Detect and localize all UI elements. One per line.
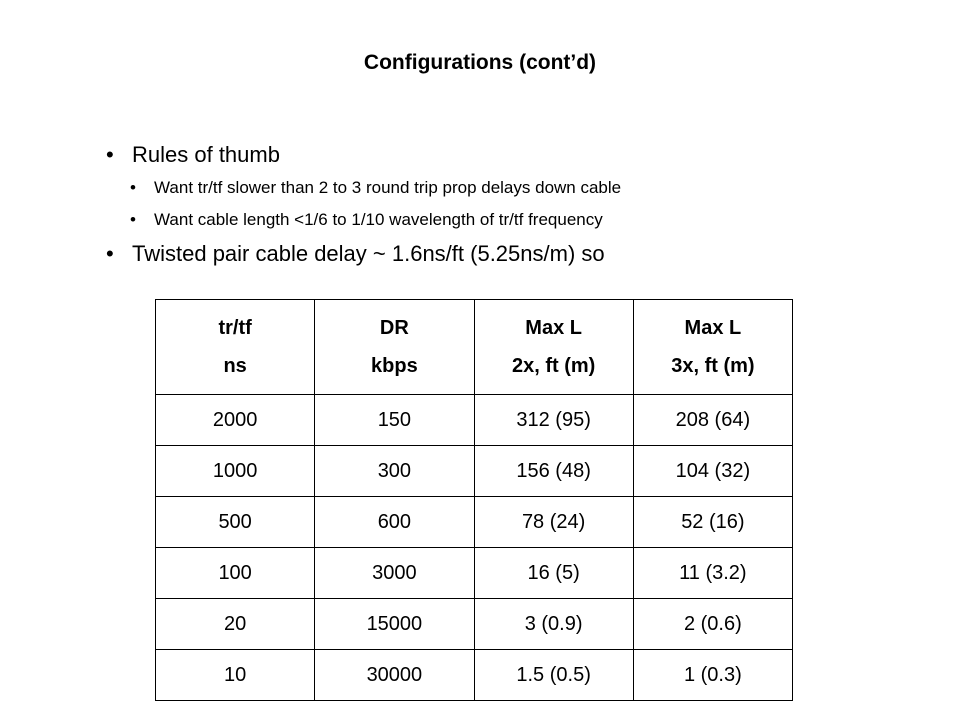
table-cell: 20 <box>156 599 315 650</box>
header-line: DR <box>379 317 409 339</box>
table-cell: 208 (64) <box>633 395 792 446</box>
table-cell: 52 (16) <box>633 497 792 548</box>
table-cell: 10 <box>156 650 315 701</box>
table-cell: 3 (0.9) <box>474 599 633 650</box>
bullet-list <box>106 141 906 275</box>
header-line: 2x, ft (m) <box>511 355 596 377</box>
table-cell: 1.5 (0.5) <box>474 650 633 701</box>
bullet-text: Twisted pair cable delay ~ 1.6ns/ft (5.25ns/m) so <box>132 241 605 266</box>
table-cell: 104 (32) <box>633 446 792 497</box>
table-cell: 3000 <box>315 548 474 599</box>
table-row <box>156 650 793 701</box>
cable-length-table <box>155 299 793 701</box>
bullet-twisted-pair <box>106 240 906 268</box>
table-cell: 15000 <box>315 599 474 650</box>
table-cell: 600 <box>315 497 474 548</box>
table-cell: 300 <box>315 446 474 497</box>
table-cell: 312 (95) <box>474 395 633 446</box>
sub-bullet-list <box>106 176 906 232</box>
sub-bullet-text: Want cable length <1/6 to 1/10 wavelength of tr/tf frequency <box>154 210 603 229</box>
header-max-l-3x <box>633 300 792 395</box>
table-cell: 1000 <box>156 446 315 497</box>
header-max-l-2x <box>474 300 633 395</box>
table-cell: 156 (48) <box>474 446 633 497</box>
header-line: kbps <box>371 355 418 377</box>
table-row <box>156 497 793 548</box>
bullet-dot: • <box>130 178 136 197</box>
table-cell: 2000 <box>156 395 315 446</box>
table-row <box>156 446 793 497</box>
header-tr-tf <box>156 300 315 395</box>
header-line: Max L <box>525 317 582 339</box>
table-cell: 11 (3.2) <box>633 548 792 599</box>
bullet-dot: • <box>130 210 136 229</box>
table-row <box>156 395 793 446</box>
header-line: 3x, ft (m) <box>671 355 755 377</box>
table-cell: 150 <box>315 395 474 446</box>
table-header-row <box>156 300 793 395</box>
table-cell: 1 (0.3) <box>633 650 792 701</box>
sub-bullet-text: Want tr/tf slower than 2 to 3 round trip prop delays down cable <box>154 178 622 197</box>
table-cell: 16 (5) <box>474 548 633 599</box>
header-dr <box>315 300 474 395</box>
table-cell: 2 (0.6) <box>633 599 792 650</box>
table-row <box>156 548 793 599</box>
bullet-rules-of-thumb <box>106 141 906 169</box>
sub-bullet-item <box>106 176 906 200</box>
table-cell: 30000 <box>315 650 474 701</box>
bullet-dot: • <box>106 241 114 266</box>
header-line: ns <box>223 355 247 377</box>
bullet-text: Rules of thumb <box>132 142 280 167</box>
sub-bullet-item <box>106 208 906 232</box>
table-cell: 78 (24) <box>474 497 633 548</box>
table-row <box>156 599 793 650</box>
table-cell: 100 <box>156 548 315 599</box>
bullet-dot: • <box>106 142 114 167</box>
slide-title: Configurations (cont’d) <box>363 51 597 74</box>
header-line: tr/tf <box>218 317 252 339</box>
header-line: Max L <box>684 317 742 339</box>
table-cell: 500 <box>156 497 315 548</box>
